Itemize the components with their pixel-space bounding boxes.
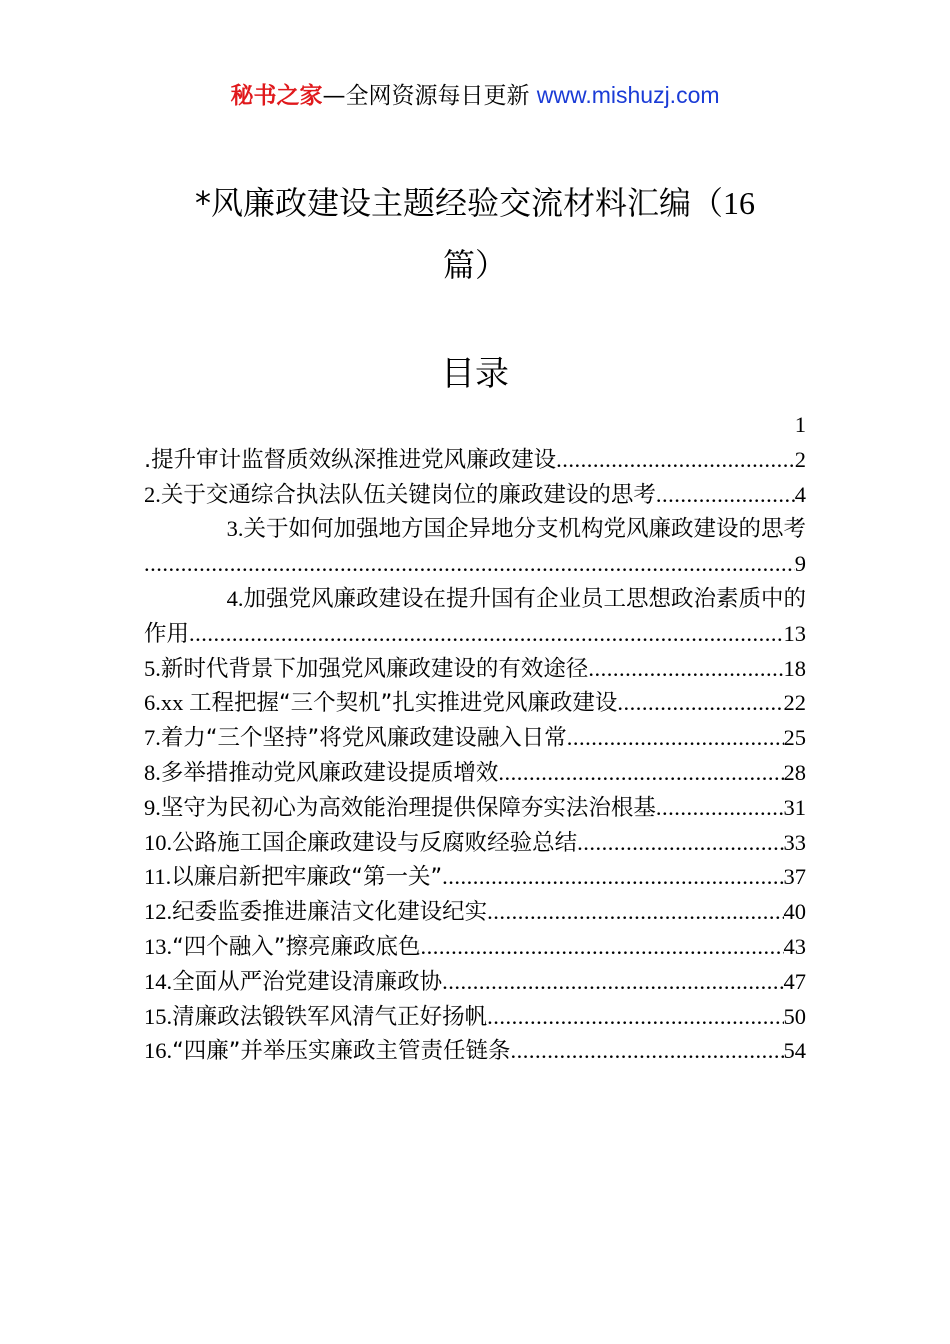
toc-entry-page: 9 — [794, 551, 806, 577]
toc-entry-title: 以廉启新把牢廉政“第一关” — [171, 864, 443, 891]
toc-leader-dots — [656, 478, 795, 513]
toc-leader-dots — [144, 547, 795, 582]
toc-entry-title: 全面从严治党建设清廉政协 — [172, 968, 443, 995]
toc-entry-14[interactable] — [144, 965, 806, 1000]
toc-entry-3[interactable] — [144, 512, 806, 582]
toc-entry-page: 33 — [783, 829, 806, 855]
toc-entry-number: 2. — [144, 481, 161, 507]
toc-leader-dots — [442, 965, 783, 1000]
toc-entry-16[interactable] — [144, 1034, 806, 1069]
toc-entry-title: 纪委监委推进廉洁文化建设纪实 — [172, 899, 488, 926]
toc-leader-dots — [656, 791, 784, 826]
toc-entry-page: 4 — [794, 481, 806, 507]
toc-entry-number: 9. — [144, 794, 161, 820]
toc-entry-title: “四廉”并举压实廉政主管责任链条 — [172, 1038, 511, 1065]
toc-entry-6[interactable] — [144, 686, 806, 721]
toc-entry-number: 1 — [794, 412, 806, 437]
toc-entry-page: 40 — [783, 899, 806, 925]
site-header — [0, 78, 950, 113]
toc-entry-page: 37 — [783, 864, 806, 890]
toc-leader-dots — [588, 652, 783, 687]
toc-leader-dots — [498, 756, 783, 791]
toc-entry-11[interactable] — [144, 860, 806, 895]
toc-entry-number: 15. — [144, 1003, 173, 1029]
toc-entry-4[interactable] — [144, 582, 806, 652]
toc-entry-title: 清廉政法锻铁军风清气正好扬帆 — [172, 1003, 488, 1030]
toc-entry-title: 公路施工国企廉政建设与反腐败经验总结 — [172, 829, 578, 856]
toc-entry-number: 6.xx — [144, 690, 189, 716]
toc-entry-title: 工程把握“三个契机”扎实推进党风廉政建设 — [189, 690, 618, 717]
toc-entry-8[interactable] — [144, 756, 806, 791]
title-line1-text: *风廉政建设主题经验交流材料汇编（ — [194, 184, 723, 222]
toc-entry-title: 着力“三个坚持”将党风廉政建设融入日常 — [160, 725, 567, 752]
toc-entry-number: 14. — [144, 968, 173, 994]
toc-entry-2[interactable] — [144, 478, 806, 513]
toc-leader-dots — [577, 826, 783, 861]
toc-entry-12[interactable] — [144, 895, 806, 930]
toc-leader-dots — [420, 930, 783, 965]
toc-entry-page: 28 — [783, 759, 806, 785]
title-line2: 篇） — [442, 246, 507, 284]
title-line1-num: 16 — [723, 185, 755, 221]
toc-entry-page: 22 — [783, 690, 806, 716]
toc-leader-dots — [567, 721, 784, 756]
toc-leader-dots — [556, 443, 795, 478]
toc-entry-title: 新时代背景下加强党风廉政建设的有效途径 — [160, 655, 589, 682]
toc-entry-9[interactable] — [144, 791, 806, 826]
toc-entry-title: 关于交通综合执法队伍关键岗位的廉政建设的思考 — [160, 481, 656, 508]
toc-entry-13[interactable] — [144, 930, 806, 965]
toc-entry-title: 多举措推动党风廉政建设提质增效 — [160, 759, 499, 786]
toc-entry-title: 加强党风廉政建设在提升国有企业员工思想政治素质中的 — [243, 585, 806, 612]
toc-entry-title: 坚守为民初心为高效能治理提供保障夯实法治根基 — [160, 794, 656, 821]
toc-entry-number: 11. — [144, 864, 172, 890]
toc-entry-number: 13. — [144, 933, 173, 959]
toc-entry-number: 16. — [144, 1038, 173, 1064]
toc-entry-page: 25 — [783, 725, 806, 751]
toc-entry-7[interactable] — [144, 721, 806, 756]
toc-entry-5[interactable] — [144, 652, 806, 687]
toc-entry-10[interactable] — [144, 826, 806, 861]
toc-leader-dots — [617, 686, 783, 721]
document-title — [150, 172, 800, 296]
toc-entry-page: 54 — [783, 1038, 806, 1064]
toc-entry-number: 3. — [226, 516, 244, 542]
toc-entry-1[interactable] — [144, 408, 806, 478]
toc-leader-dots — [442, 860, 783, 895]
toc-entry-number: 4. — [226, 585, 244, 611]
toc-entry-number: 8. — [144, 759, 161, 785]
toc-entry-page: 31 — [783, 794, 806, 820]
toc-entry-15[interactable] — [144, 1000, 806, 1035]
toc-entry-title: .提升审计监督质效纵深推进党风廉政建设 — [144, 446, 557, 473]
toc-leader-dots — [510, 1034, 783, 1069]
toc-entry-title: 关于如何加强地方国企异地分支机构党风廉政建设的思考 — [243, 516, 806, 543]
toc-leader-dots — [487, 1000, 783, 1035]
toc-entry-number: 10. — [144, 829, 173, 855]
toc-entry-page: 43 — [783, 933, 806, 959]
header-tagline: —全网资源每日更新 — [322, 83, 537, 109]
table-of-contents — [144, 408, 806, 1069]
toc-entry-page: 50 — [783, 1003, 806, 1029]
site-link[interactable]: www.mishuzj.com — [536, 82, 720, 108]
toc-entry-page: 13 — [783, 620, 806, 646]
toc-heading: 目录 — [441, 354, 509, 394]
toc-entry-number: 7. — [144, 725, 161, 751]
toc-leader-dots — [189, 617, 783, 652]
toc-entry-title-cont: 作用 — [144, 620, 190, 647]
toc-entry-title: “四个融入”擦亮廉政底色 — [172, 933, 421, 960]
toc-entry-page: 47 — [783, 968, 806, 994]
toc-entry-number: 5. — [144, 655, 161, 681]
toc-entry-page: 18 — [783, 655, 806, 681]
toc-entry-page: 2 — [794, 446, 806, 472]
brand-name: 秘书之家 — [230, 83, 323, 109]
toc-entry-number: 12. — [144, 899, 173, 925]
toc-leader-dots — [487, 895, 783, 930]
